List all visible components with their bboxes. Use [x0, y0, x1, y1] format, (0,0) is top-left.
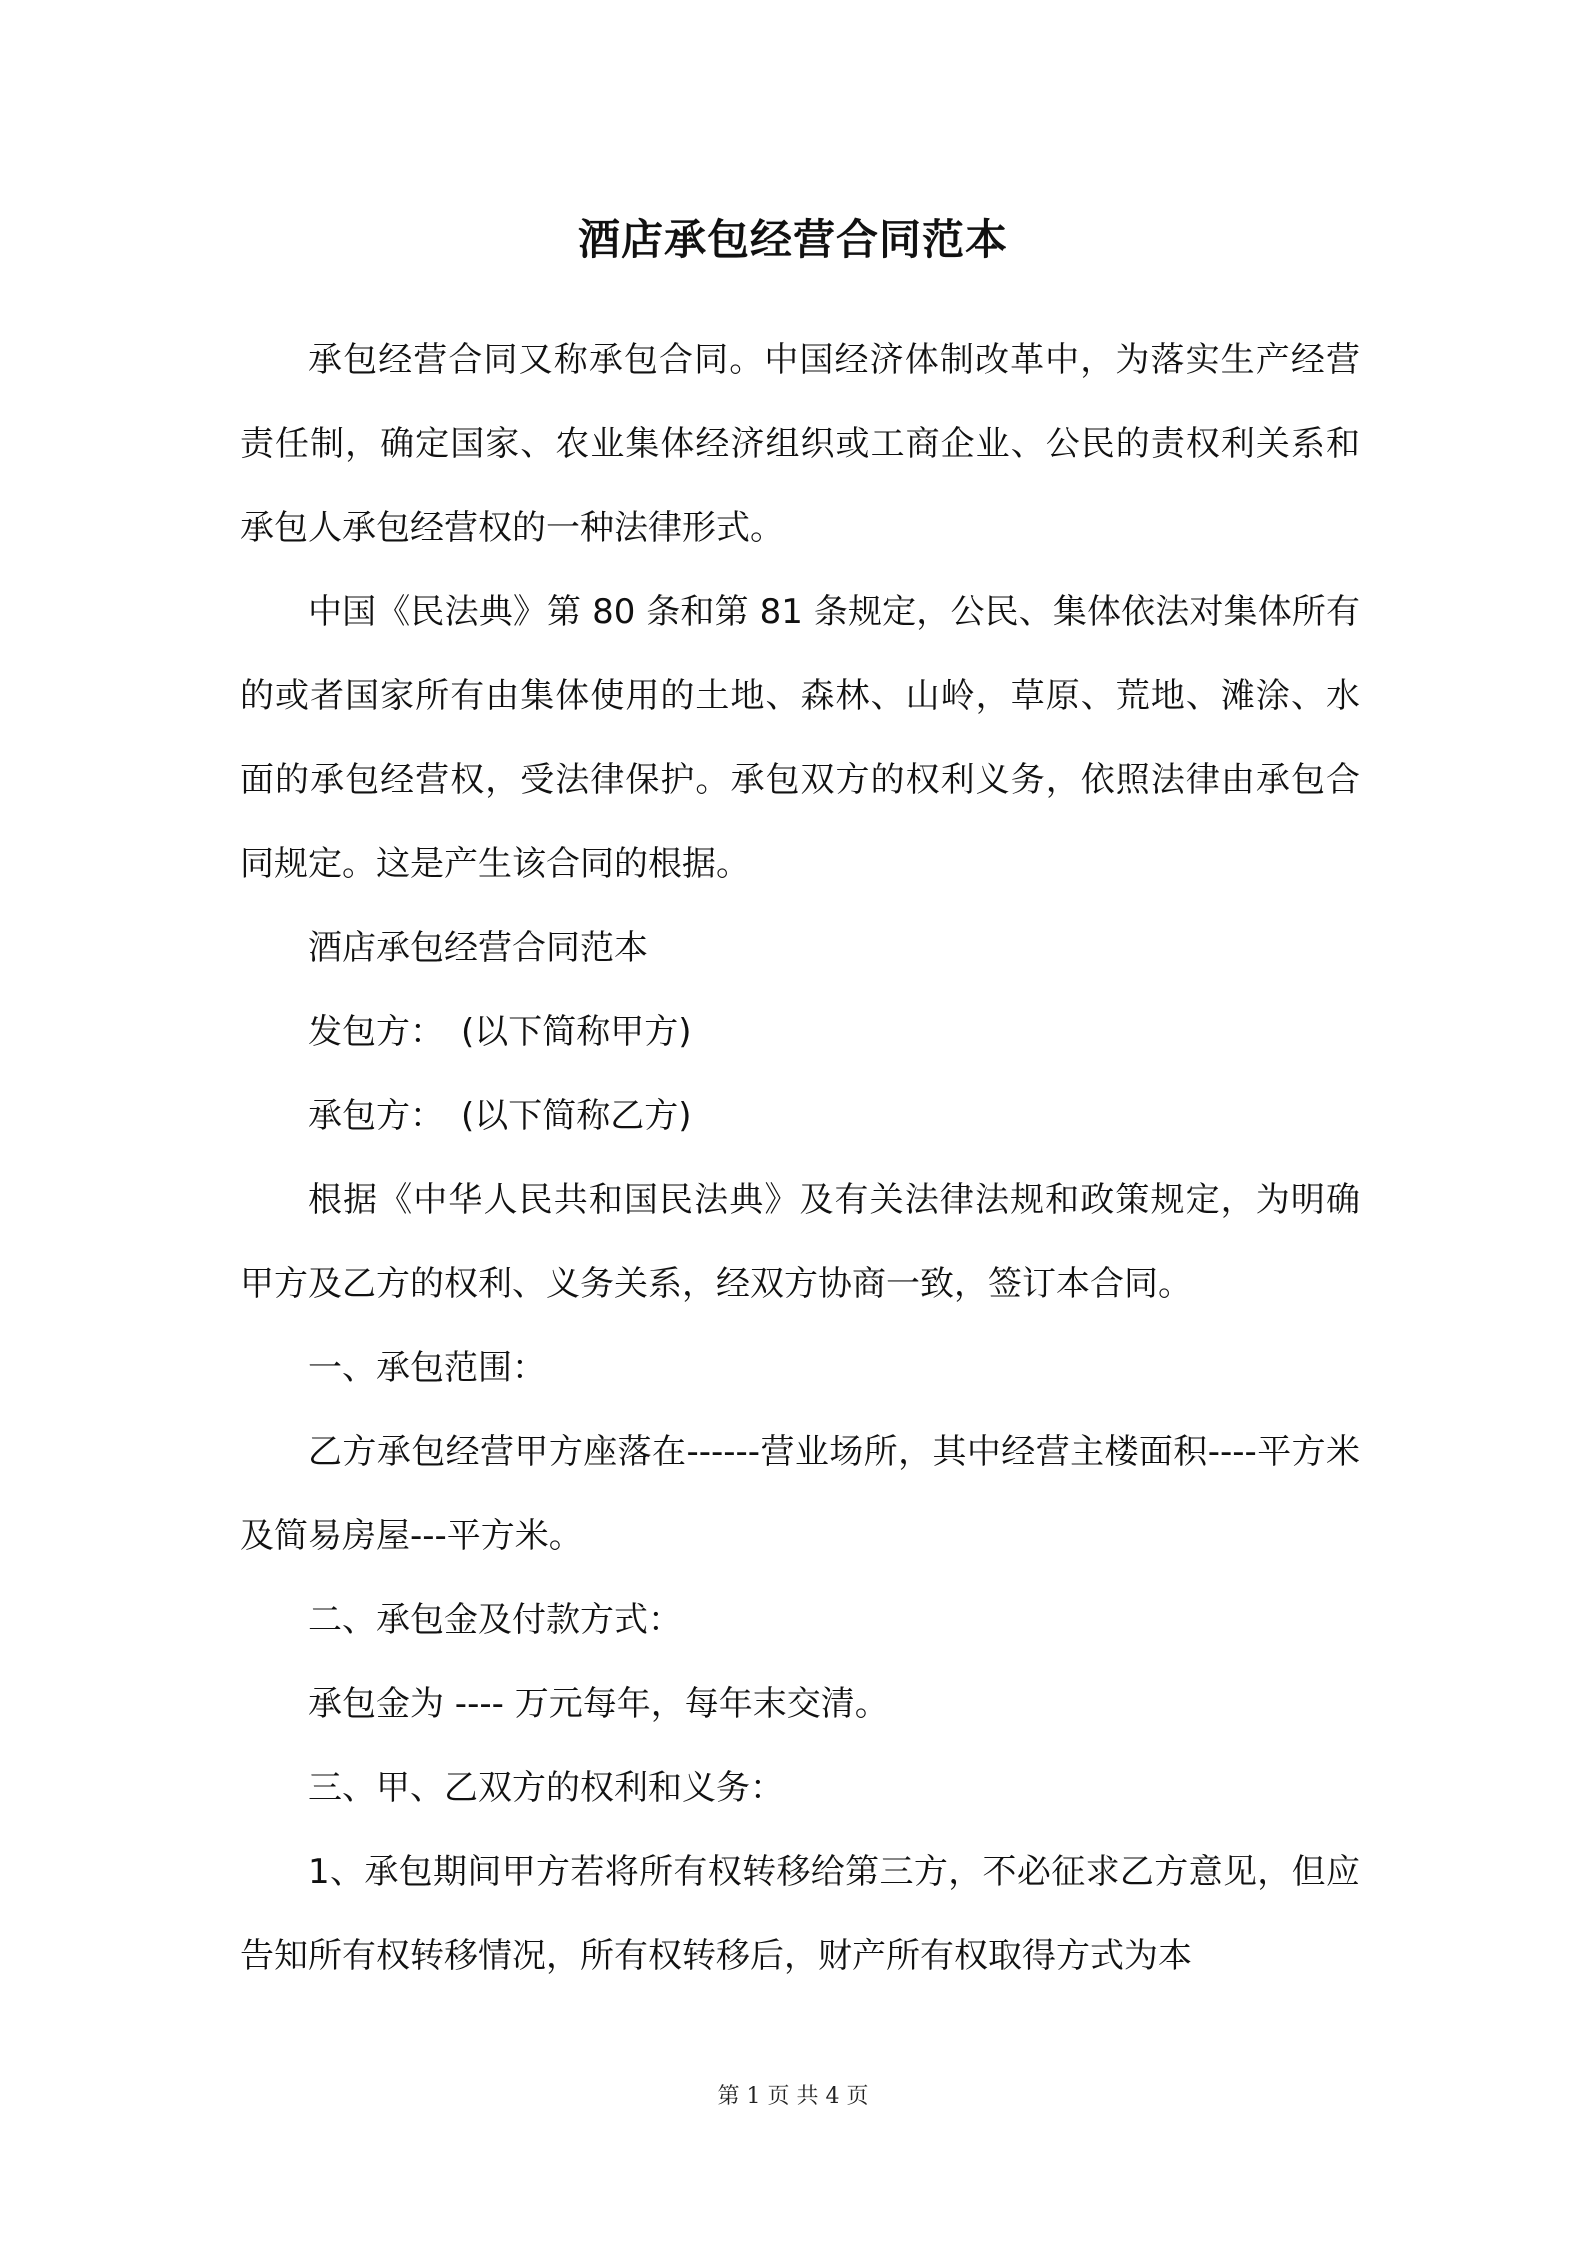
section-2-heading: 二、承包金及付款方式： [308, 1600, 682, 1640]
document-title: 酒店承包经营合同范本 [577, 215, 1008, 264]
section-2-content: 承包金为 ---- 万元每年，每年末交清。 [308, 1684, 889, 1724]
contract-heading: 酒店承包经营合同范本 [308, 928, 648, 968]
agreement-basis-paragraph: 根据《中华人民共和国民法典》及有关法律法规和政策规定，为明确甲方及乙方的权利、义务关系，经双方协商一致，签订本合同。 [240, 1180, 1360, 1304]
party-a-line: 发包方： (以下简称甲方) [308, 1012, 692, 1052]
legal-basis-paragraph: 中国《民法典》第 80 条和第 81 条规定，公民、集体依法对集体所有的或者国家所有由集体使用的土地、森林、山岭，草原、荒地、滩涂、水面的承包经营权，受法律保护。承包双方的权利义务，依照法律由承包合同规定。这是产生该合同的根据。 [240, 592, 1360, 884]
page-number: 第 1 页 共 4 页 [717, 2084, 869, 2109]
section-3-heading: 三、甲、乙双方的权利和义务： [308, 1768, 784, 1808]
section-1-heading: 一、承包范围： [308, 1348, 546, 1388]
section-1-content: 乙方承包经营甲方座落在------营业场所，其中经营主楼面积----平方米及简易房屋---平方米。 [240, 1432, 1360, 1556]
intro-paragraph: 承包经营合同又称承包合同。中国经济体制改革中，为落实生产经营责任制，确定国家、农业集体经济组织或工商企业、公民的责权利关系和承包人承包经营权的一种法律形式。 [240, 340, 1360, 548]
document-body [240, 318, 1360, 1998]
section-3-item-1: 1、承包期间甲方若将所有权转移给第三方，不必征求乙方意见，但应告知所有权转移情况，所有权转移后，财产所有权取得方式为本 [240, 1852, 1360, 1976]
party-b-line: 承包方： (以下简称乙方) [308, 1096, 692, 1136]
